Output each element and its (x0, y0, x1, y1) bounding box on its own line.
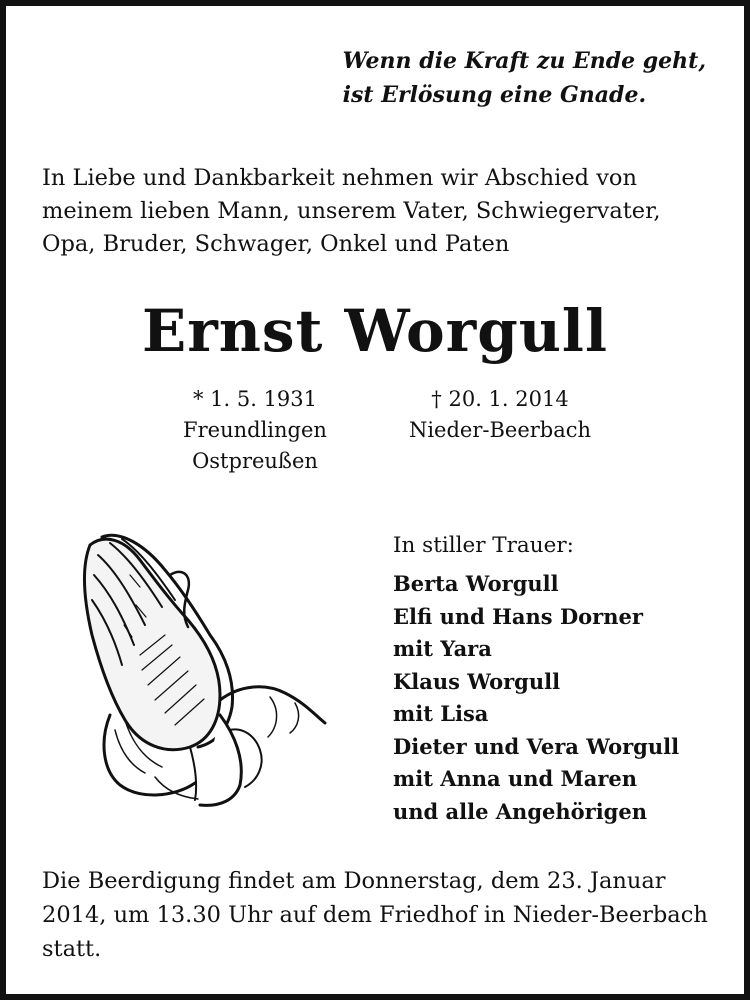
birth-place: Freundlingen (183, 418, 327, 442)
motto-line-2: ist Erlösung eine Gnade. (342, 82, 647, 108)
funeral-line-1: Die Beerdigung findet am Donnerstag, dem 23. Januar (42, 868, 666, 894)
mourner-entry: Klaus Worgull (393, 668, 561, 694)
funeral-line-2: 2014, um 13.30 Uhr auf dem Friedhof in Nieder-Beerbach (42, 902, 708, 928)
intro-line-2: meinem lieben Mann, unserem Vater, Schwiegervater, (42, 198, 661, 224)
death-date: † 20. 1. 2014 (431, 387, 569, 411)
mourner-entry: Berta Worgull (393, 571, 559, 596)
birth-date: * 1. 5. 1931 (192, 387, 318, 411)
motto (343, 44, 706, 112)
intro-line-1: In Liebe und Dankbarkeit nehmen wir Abschied von (42, 165, 637, 191)
mourner-entry: mit Yara (393, 636, 492, 661)
mourner-entry: mit Anna und Maren (393, 766, 638, 791)
mourner-entry: Dieter und Vera Worgull (393, 733, 680, 759)
mourner-entry: und alle Angehörigen (393, 798, 647, 824)
funeral-info (42, 864, 722, 966)
mourners-list (393, 568, 679, 828)
deceased-name: Ernst Worgull (141, 297, 608, 365)
birth-info (150, 384, 360, 477)
motto-line-1: Wenn die Kraft zu Ende geht, (342, 48, 706, 74)
death-place: Nieder-Beerbach (408, 418, 592, 442)
mourner-entry: mit Lisa (393, 701, 489, 726)
mourner-entry: Elfi und Hans Dorner (393, 603, 643, 629)
intro-line-3: Opa, Bruder, Schwager, Onkel und Paten (42, 231, 510, 257)
praying-hands-icon (70, 515, 330, 815)
funeral-line-3: statt. (42, 936, 102, 962)
birth-region: Ostpreußen (192, 449, 318, 473)
death-info (390, 384, 610, 446)
intro-text (42, 162, 722, 261)
mourners-label: In stiller Trauer: (393, 533, 574, 558)
